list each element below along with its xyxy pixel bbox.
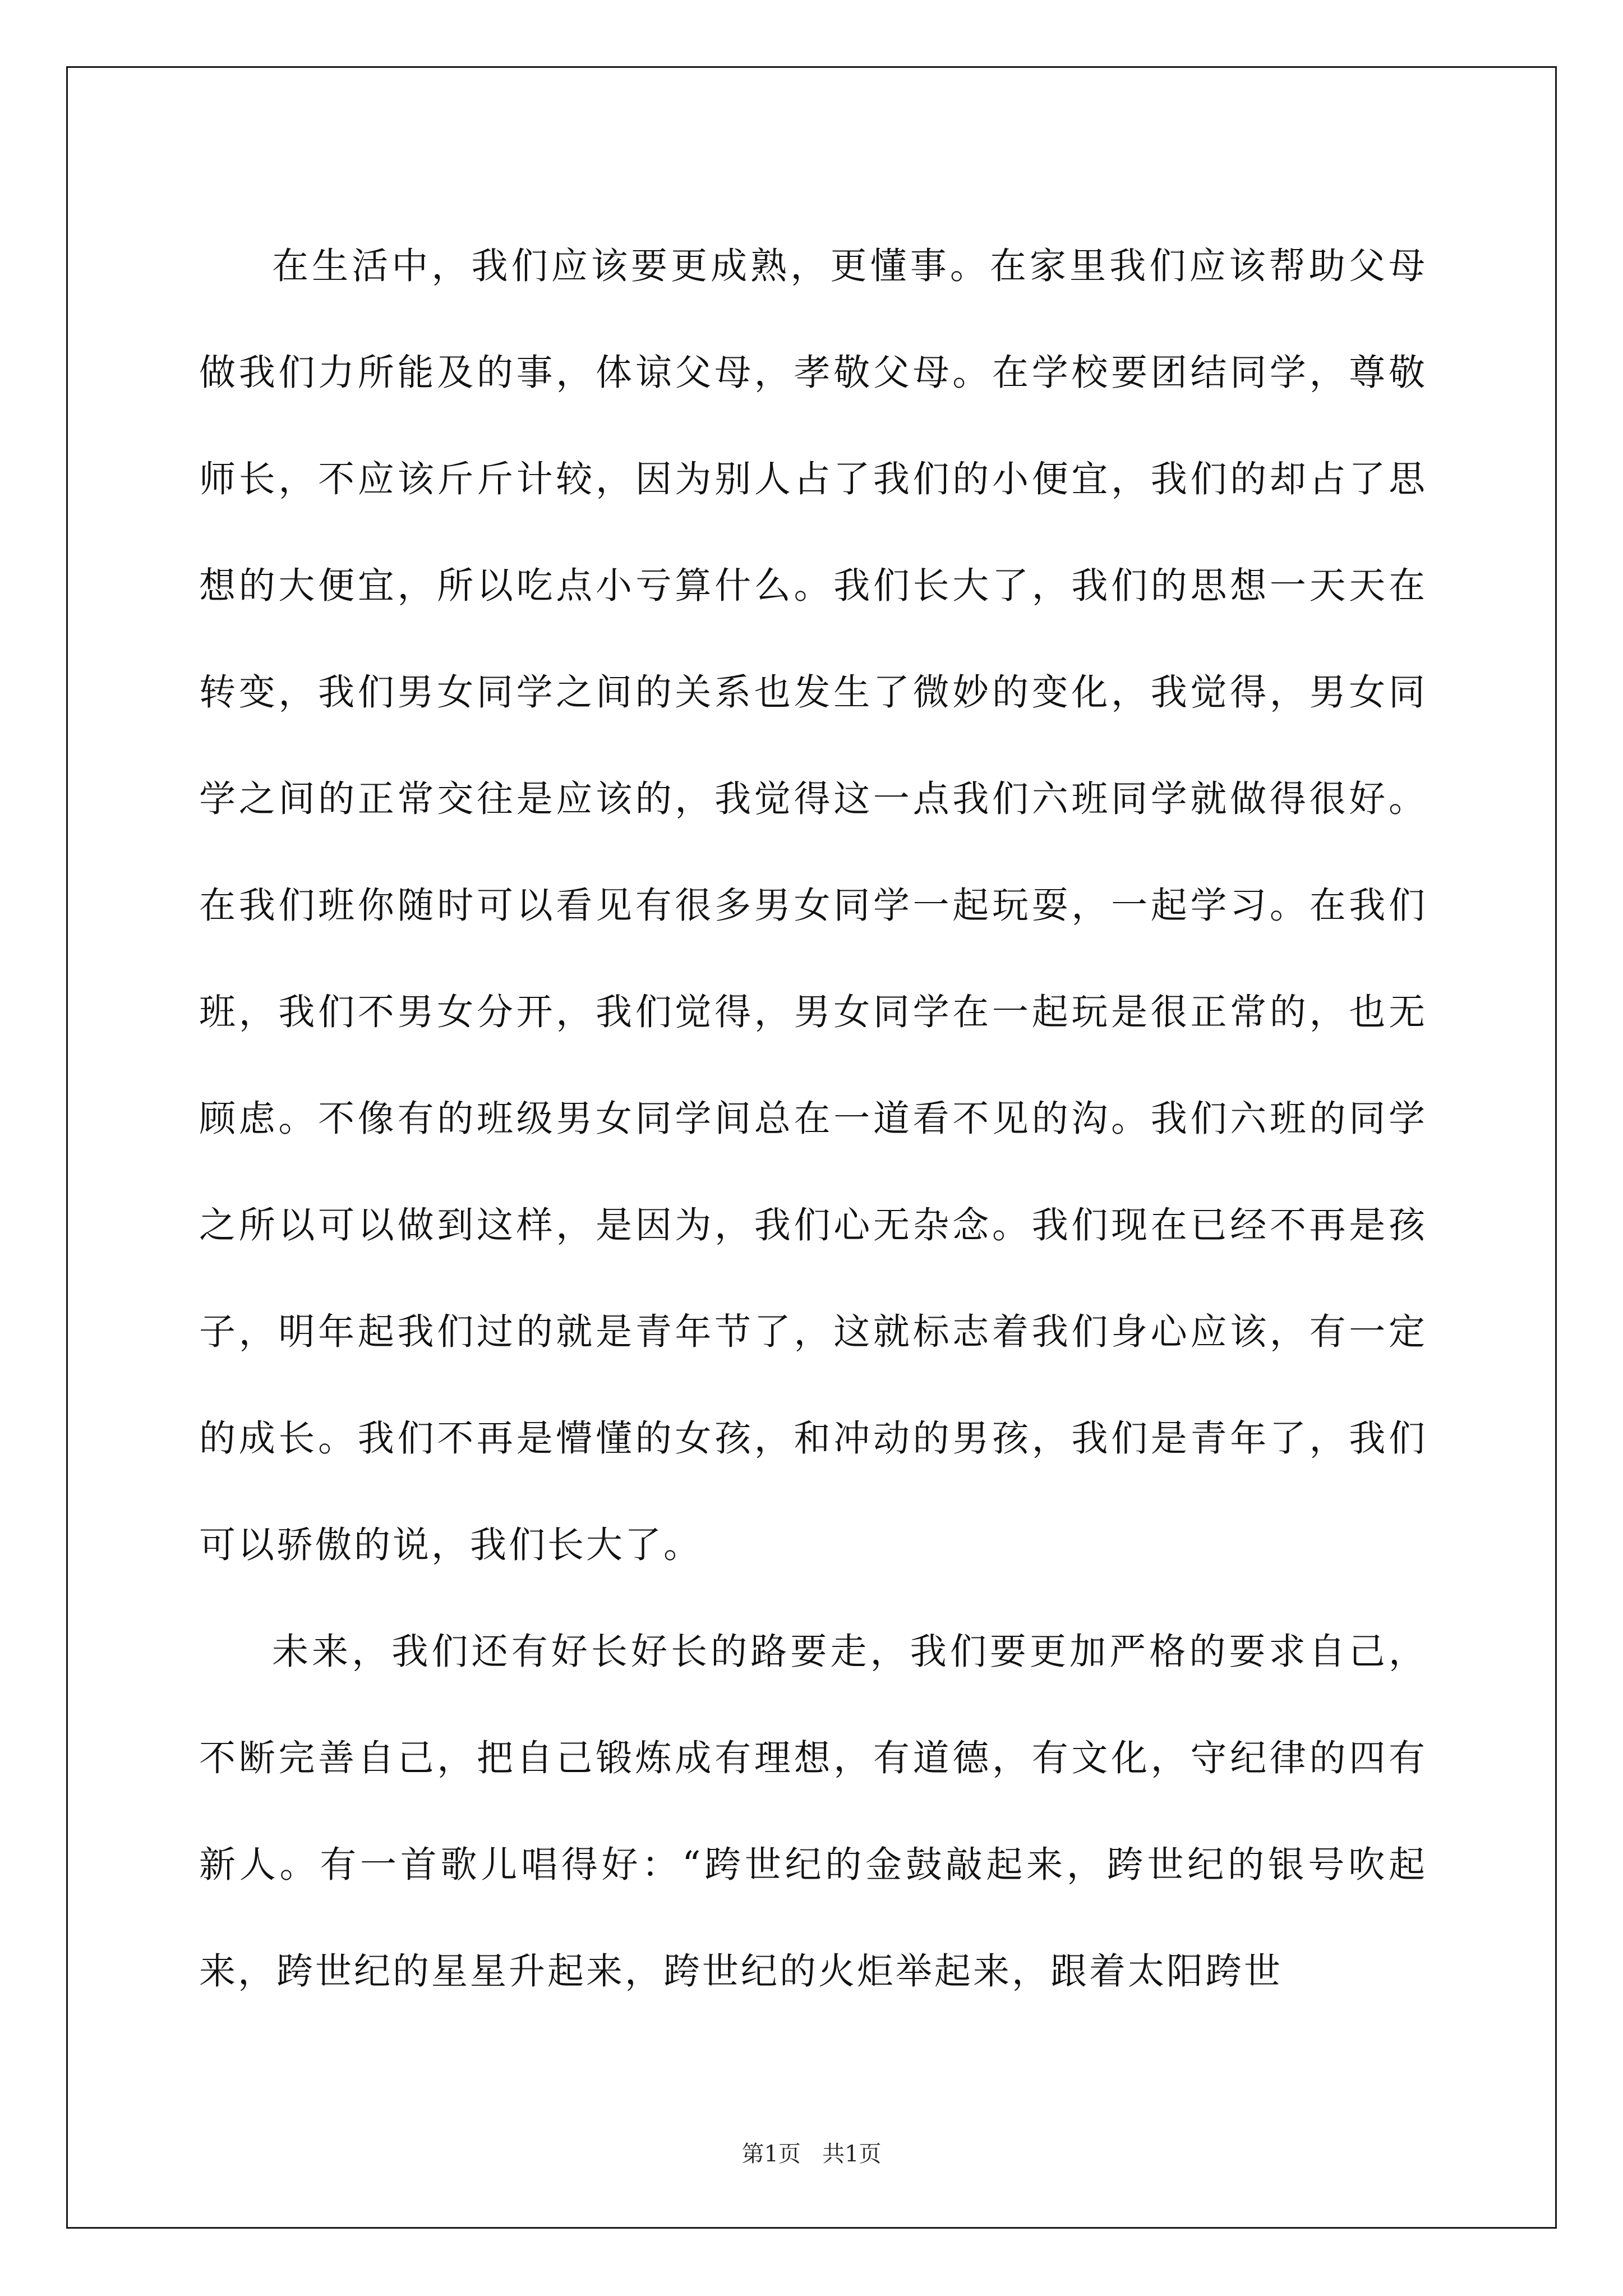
paragraph-1: 在生活中，我们应该要更成熟，更懂事。在家里我们应该帮助父母做我们力所能及的事，体谅父母，孝敬父母。在学校要团结同学，尊敬师长，不应该斤斤计较，因为别人占了我们的小便宜，我们的却占了思想的大便宜，所以吃点小亏算什么。我们长大了，我们的思想一天天在转变，我们男女同学之间的关系也发生了微妙的变化，我觉得，男女同学之间的正常交往是应该的，我觉得这一点我们六班同学就做得很好。在我们班你随时可以看见有很多男女同学一起玩耍，一起学习。在我们班，我们不男女分开，我们觉得，男女同学在一起玩是很正常的，也无顾虑。不像有的班级男女同学间总在一道看不见的沟。我们六班的同学之所以可以做到这样，是因为，我们心无杂念。我们现在已经不再是孩子，明年起我们过的就是青年节了，这就标志着我们身心应该，有一定的成长。我们不再是懵懂的女孩，和冲动的男孩，我们是青年了，我们可以骄傲的说，我们长大了。 xyxy=(199,245,1427,1566)
footer-spacer xyxy=(801,2141,822,2167)
paragraph-2: 未来，我们还有好长好长的路要走，我们要更加严格的要求自己，不断完善自己，把自己锻炼成有理想，有道德，有文化，守纪律的四有新人。有一首歌儿唱得好：“跨世纪的金鼓敲起来，跨世纪的银号吹起来，跨世纪的星星升起来，跨世纪的火炬举起来，跟着太阳跨世 xyxy=(199,1631,1427,1993)
page-footer xyxy=(0,2137,1623,2171)
page-number: 第1页 xyxy=(741,2141,801,2167)
document-body xyxy=(199,213,1427,2025)
page-total: 共1页 xyxy=(822,2141,882,2167)
